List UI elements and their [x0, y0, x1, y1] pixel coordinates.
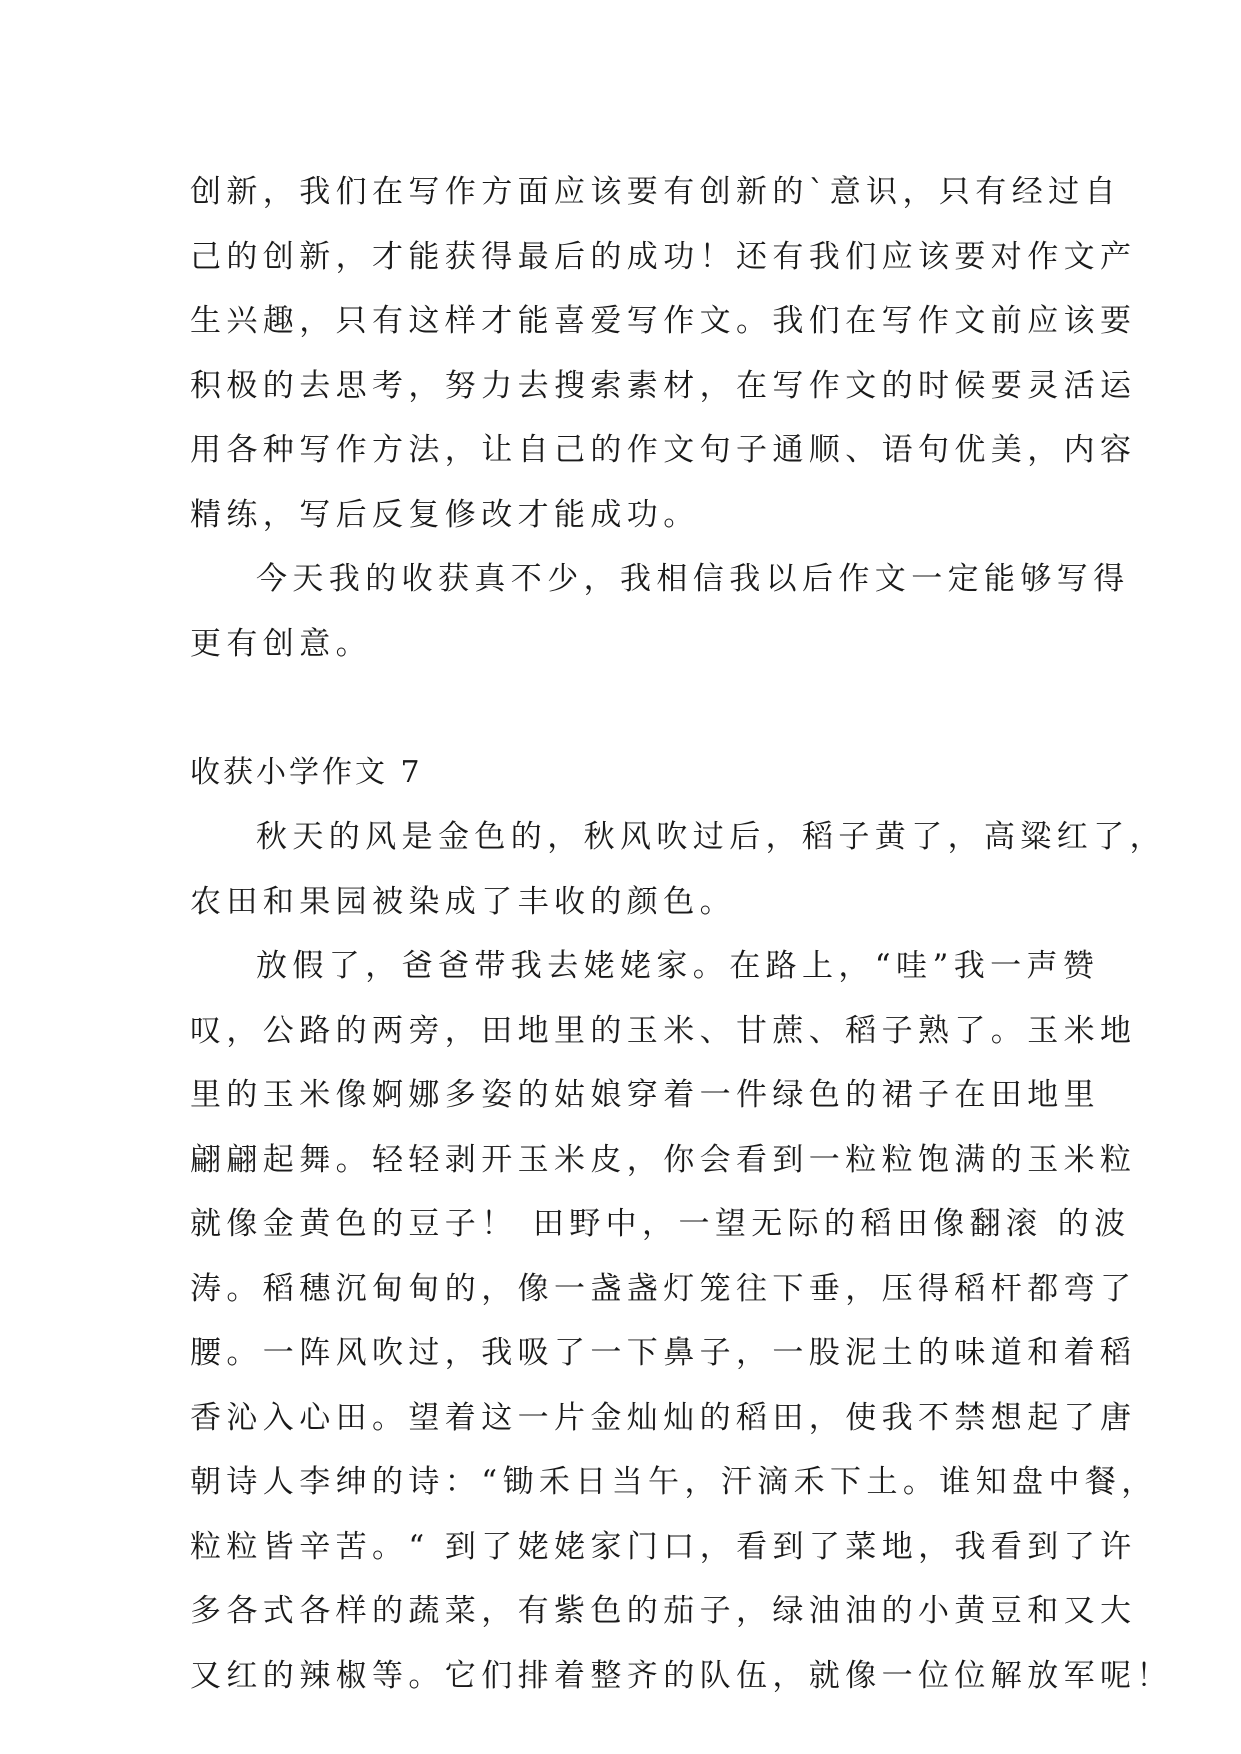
text-line: 更有创意。	[190, 625, 372, 662]
text-line: 农田和果园被染成了丰收的颜色。	[190, 883, 736, 920]
text-line: 精练，写后反复修改才能成功。	[190, 496, 700, 533]
text-line: 香沁入心田。望着这一片金灿灿的稻田，使我不禁想起了唐	[190, 1399, 1137, 1436]
text-line: 腰。一阵风吹过，我吸了一下鼻子，一股泥土的味道和着稻	[190, 1335, 1137, 1371]
text-line: 叹，公路的两旁，田地里的玉米、甘蔗、稻子熟了。玉米地	[190, 1012, 1137, 1049]
text-line: 朝诗人李绅的诗：“锄禾日当午，汗滴禾下土。谁知盘中餐，	[190, 1464, 1158, 1500]
text-line: 创新，我们在写作方面应该要有创新的`意识，只有经过自	[190, 174, 1121, 210]
document-page	[190, 160, 1173, 1708]
conclusion-paragraph	[190, 547, 1130, 676]
intro-paragraph	[190, 160, 1137, 547]
paragraph-holiday	[190, 934, 1173, 1708]
text-line: 秋天的风是金色的，秋风吹过后，稻子黄了，高粱红了，	[256, 819, 1166, 855]
paragraph-autumn	[190, 805, 1166, 934]
text-line: 就像金黄色的豆子！ 田野中，一望无际的稻田像翻滚 的波	[190, 1206, 1131, 1242]
text-line: 积极的去思考，努力去搜索素材，在写作文的时候要灵活运	[190, 367, 1137, 404]
text-line: 今天我的收获真不少，我相信我以后作文一定能够写得	[256, 561, 1130, 597]
essay-title: 收获小学作文 7	[190, 754, 423, 790]
blank-line	[190, 676, 1052, 741]
text-line: 翩翩起舞。轻轻剥开玉米皮，你会看到一粒粒饱满的玉米粒	[190, 1141, 1137, 1178]
text-line: 涛。稻穗沉甸甸的，像一盏盏灯笼往下垂，压得稻杆都弯了	[190, 1270, 1137, 1307]
text-line: 己的创新，才能获得最后的成功！还有我们应该要对作文产	[190, 238, 1137, 275]
text-line: 粒粒皆辛苦。“ 到了姥姥家门口，看到了菜地，我看到了许	[190, 1528, 1137, 1565]
text-line: 里的玉米像婀娜多姿的姑娘穿着一件绿色的裙子在田地里	[190, 1077, 1100, 1113]
text-line: 生兴趣，只有这样才能喜爱写作文。我们在写作文前应该要	[190, 303, 1137, 339]
text-line: 多各式各样的蔬菜，有紫色的茄子，绿油油的小黄豆和又大	[190, 1593, 1137, 1629]
text-line: 放假了，爸爸带我去姥姥家。在路上，“哇”我一声赞	[256, 948, 1100, 984]
text-line: 又红的辣椒等。它们排着整齐的队伍，就像一位位解放军呢！	[190, 1657, 1173, 1694]
text-line: 用各种写作方法，让自己的作文句子通顺、语句优美，内容	[190, 432, 1137, 468]
